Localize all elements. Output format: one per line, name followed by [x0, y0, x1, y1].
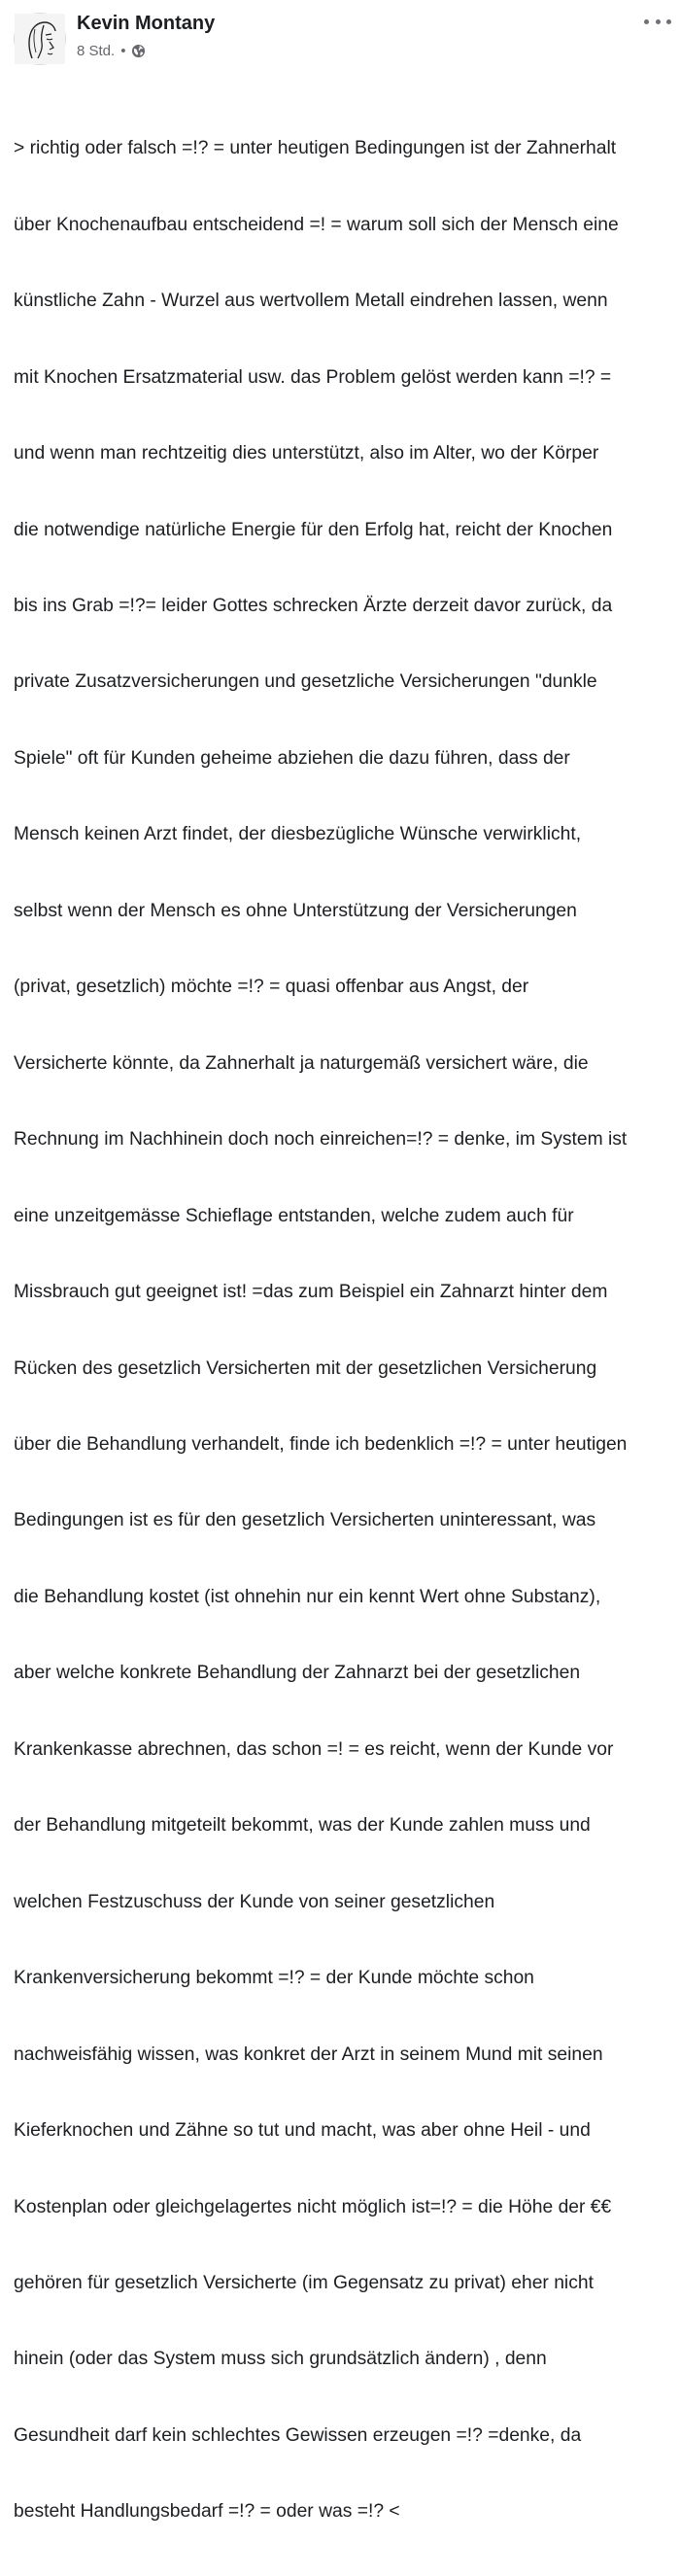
meta-separator: • — [120, 42, 126, 59]
post-text-line: mit Knochen Ersatzmaterial usw. das Problem gelöst werden kann =!? = — [14, 366, 612, 388]
post-text-line: selbst wenn der Mensch es ohne Unterstützung der Versicherungen — [14, 900, 577, 921]
post-text-line: und wenn man rechtzeitig dies unterstützt, also im Alter, wo der Körper — [14, 443, 599, 464]
more-dot — [644, 19, 649, 24]
post-text-line: über die Behandlung verhandelt, finde ich bedenklich =!? = unter heutigen — [14, 1434, 628, 1456]
author-name[interactable]: Kevin Montany — [77, 13, 216, 34]
avatar[interactable] — [14, 13, 66, 65]
post-text-line: welchen Festzuschuss der Kunde von seiner gesetzlichen — [14, 1891, 495, 1912]
post-text-line: Mensch keinen Arzt findet, der diesbezügliche Wünsche verwirklicht, — [14, 824, 582, 845]
post-meta — [77, 41, 146, 60]
more-options-icon[interactable] — [644, 12, 671, 31]
post-text-line: der Behandlung mitgeteilt bekommt, was der Kunde zahlen muss und — [14, 1815, 591, 1837]
post-text-line: die notwendige natürliche Energie für den Erfolg hat, reicht der Knochen — [14, 519, 613, 540]
post-text — [14, 86, 680, 2576]
post-text-line: besteht Handlungsbedarf =!? = oder was =!? < — [14, 2501, 400, 2523]
post-text-line: künstliche Zahn - Wurzel aus wertvollem Metall eindrehen lassen, wenn — [14, 291, 608, 312]
post-text-line: Gesundheit darf kein schlechtes Gewissen erzeugen =!? =denke, da — [14, 2424, 582, 2446]
more-dot — [656, 19, 661, 24]
more-dot — [666, 19, 671, 24]
post-header — [0, 0, 679, 78]
post-text-line: (privat, gesetzlich) möchte =!? = quasi offenbar aus Angst, der — [14, 977, 529, 998]
post-text-line: Spiele" oft für Kunden geheime abziehen die dazu führen, dass der — [14, 747, 570, 769]
post-text-line: nachweisfähig wissen, was konkret der Arzt in seinem Mund mit seinen — [14, 2044, 603, 2065]
post-text-line: über Knochenaufbau entscheidend =! = warum soll sich der Mensch eine — [14, 214, 619, 235]
post-text-line: hinein (oder das System muss sich grundsätzlich ändern) , denn — [14, 2349, 547, 2370]
post-text-line: Krankenversicherung bekommt =!? = der Kunde möchte schon — [14, 1968, 534, 1989]
post-text-line: private Zusatzversicherungen und gesetzliche Versicherungen "dunkle — [14, 671, 597, 693]
post-text-line: Rücken des gesetzlich Versicherten mit der gesetzlichen Versicherung — [14, 1357, 597, 1379]
post-text-line: eine unzeitgemässe Schieflage entstanden, welche zudem auch für — [14, 1205, 574, 1226]
post-text-line: die Behandlung kostet (ist ohnehin nur ein kennt Wert ohne Substanz), — [14, 1586, 601, 1607]
post-text-line: Bedingungen ist es für den gesetzlich Versicherten uninteressant, was — [14, 1510, 596, 1531]
face-sketch-icon — [15, 14, 65, 64]
post-text-line: Versicherte könnte, da Zahnerhalt ja naturgemäß versichert wäre, die — [14, 1052, 589, 1074]
post-text-line: Rechnung im Nachhinein doch noch einreichen=!? = denke, im System ist — [14, 1129, 628, 1151]
post-text-line: Missbrauch gut geeignet ist! =das zum Beispiel ein Zahnarzt hinter dem — [14, 1282, 608, 1303]
post-text-line: aber welche konkrete Behandlung der Zahnarzt bei der gesetzlichen — [14, 1663, 581, 1684]
globe-icon[interactable] — [131, 44, 146, 58]
post-timestamp[interactable]: 8 Std. — [77, 42, 116, 59]
post-text-line: bis ins Grab =!?= leider Gottes schrecken Ärzte derzeit davor zurück, da — [14, 596, 613, 617]
post-text-line: Krankenkasse abrechnen, das schon =! = es reicht, wenn der Kunde vor — [14, 1738, 614, 1760]
post-text-line: > richtig oder falsch =!? = unter heutigen Bedingungen ist der Zahnerhalt — [14, 138, 617, 159]
post-text-line: Kostenplan oder gleichgelagertes nicht möglich ist=!? = die Höhe der €€ — [14, 2196, 612, 2217]
post-text-line: Kieferknochen und Zähne so tut und macht, was aber ohne Heil - und — [14, 2120, 591, 2142]
post-text-line: gehören für gesetzlich Versicherte (im Gegensatz zu privat) eher nicht — [14, 2273, 594, 2293]
